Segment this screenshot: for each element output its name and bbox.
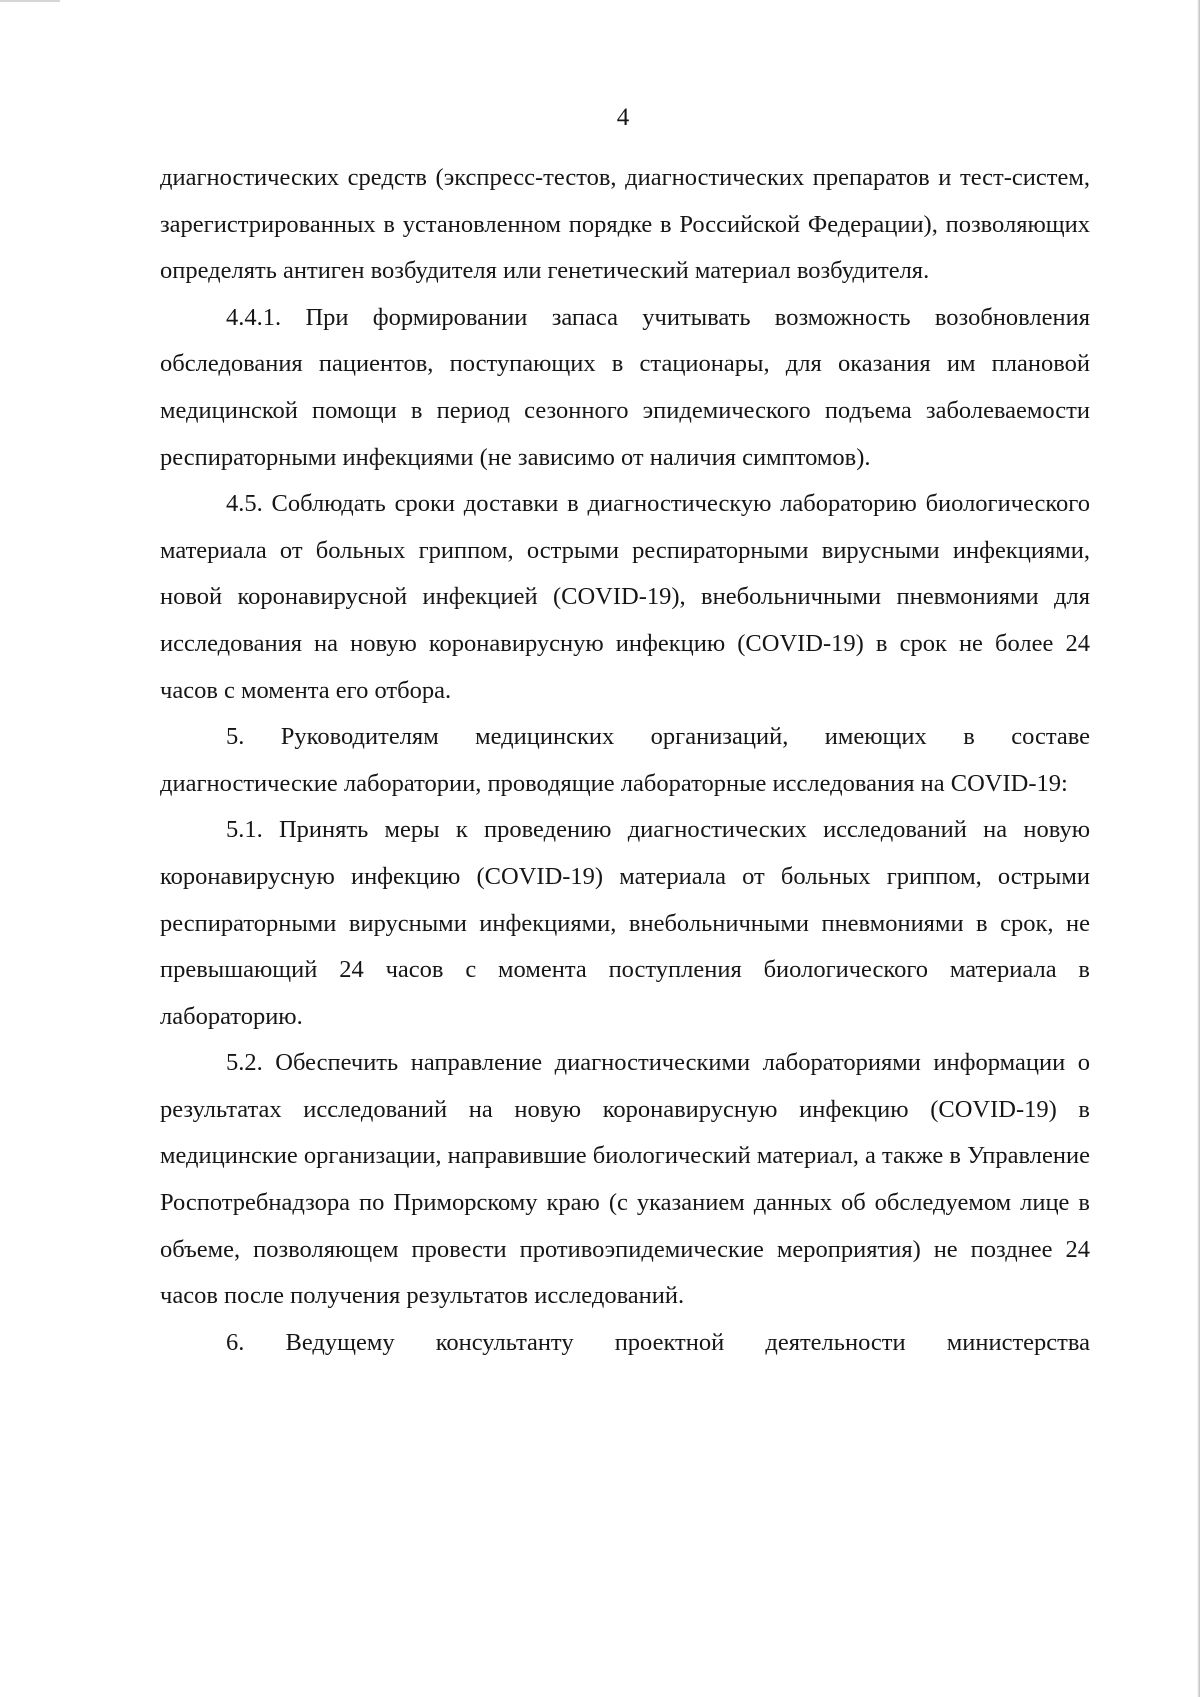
paragraph-6: 6. Ведущему консультанту проектной деятельности министерства	[226, 1328, 1090, 1356]
paragraph-5-1: 5.1. Принять меры к проведению диагностических исследований на новую коронавирусную инфекцию (COVID-19) материала от больных гриппом, острыми респираторными вирусными инфекциями, внебольничными пневмониями в срок, не превышающий 24 часов с момента поступления биологического материала в лабораторию.	[160, 816, 1090, 1030]
paragraph-5-2: 5.2. Обеспечить направление диагностическими лабораториями информации о результатах исследований на новую коронавирусную инфекцию (COVID-19) в медицинские организации, направившие биологический материал, а также в Управление Роспотребнадзора по Приморскому краю (с указанием данных об обследуемом лице в объеме, позволяющем провести противоэпидемические мероприятия) не позднее 24 часов после получения результатов исследований.	[160, 1049, 1090, 1310]
paragraph-continuation: диагностических средств (экспресс-тестов, диагностических препаратов и тест-систем, зарегистрированных в установленном порядке в Российской Федерации), позволяющих определять антиген возбудителя или генетический материал возбудителя.	[160, 164, 1090, 285]
page-number: 4	[616, 104, 630, 131]
scan-edge-top	[0, 0, 60, 2]
paragraph-4-5: 4.5. Соблюдать сроки доставки в диагностическую лабораторию биологического материала от больных гриппом, острыми респираторными вирусными инфекциями, новой коронавирусной инфекцией (COVID-19), внебольничными пневмониями для исследования на новую коронавирусную инфекцию (COVID-19) в срок не более 24 часов с момента его отбора.	[160, 490, 1090, 704]
paragraph-4-4-1: 4.4.1. При формировании запаса учитывать возможность возобновления обследования пациентов, поступающих в стационары, для оказания им плановой медицинской помощи в период сезонного эпидемического подъема заболеваемости респираторными инфекциями (не зависимо от наличия симптомов).	[160, 303, 1090, 471]
document-body	[160, 155, 1090, 1366]
paragraph-5: 5. Руководителям медицинских организаций, имеющих в составе диагностические лаборатории, проводящие лабораторные исследования на COVID-19:	[160, 723, 1090, 797]
